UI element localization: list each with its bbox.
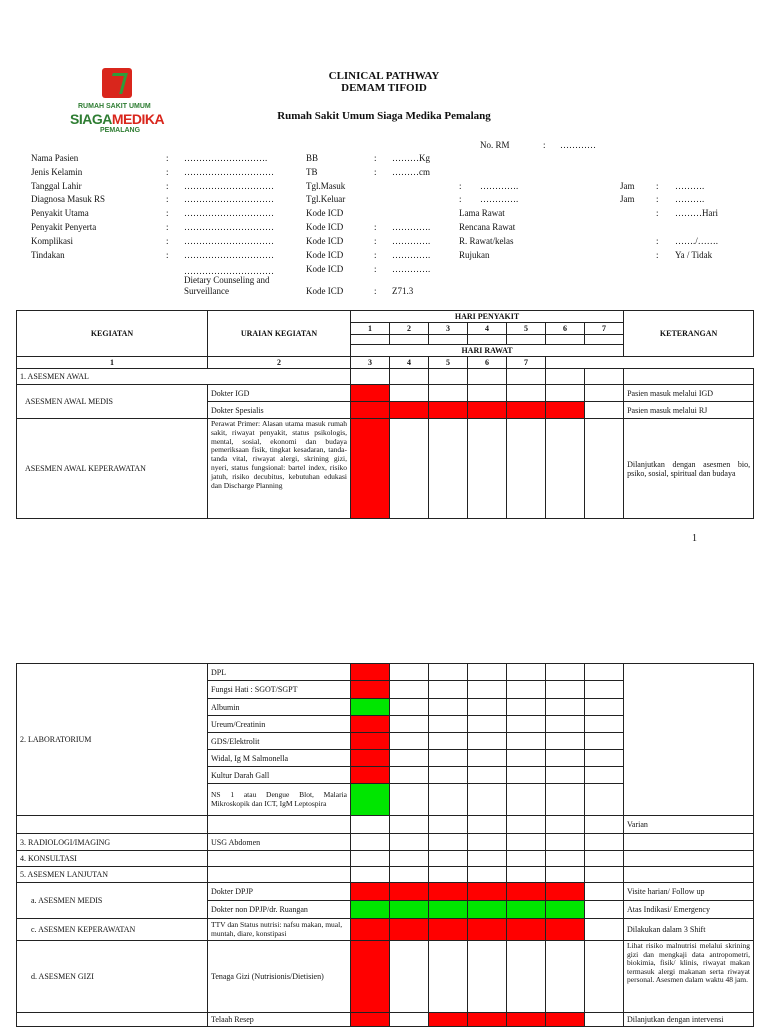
row-telaah-resep: Telaah Resep <box>208 1013 351 1027</box>
patient-far-value: ……./……. <box>675 236 719 246</box>
patient-right-label: Rencana Rawat <box>459 222 516 232</box>
header-uraian: URAIAN KEGIATAN <box>208 311 351 357</box>
row-usg: USG Abdomen <box>208 834 351 851</box>
patient-mid-sep: : <box>374 250 377 260</box>
patient-left-label: Diagnosa Masuk RS <box>31 194 105 204</box>
patient-far-value: ………. <box>675 194 705 204</box>
patient-mid-label: Kode ICD <box>306 250 344 260</box>
ket-dokter-non-dpjp: Atas Indikasi/ Emergency <box>624 901 754 919</box>
day-cell <box>351 750 390 767</box>
patient-far-sep: : <box>656 208 659 218</box>
patient-mid-sep: : <box>374 222 377 232</box>
patient-mid-label: TB <box>306 167 318 177</box>
patient-right-value: …………. <box>480 194 519 204</box>
logo-brand: SIAGAMEDIKA <box>70 111 165 127</box>
day-cell <box>351 1013 390 1027</box>
patient-far-sep: : <box>656 181 659 191</box>
header-keterangan: KETERANGAN <box>624 311 754 357</box>
patient-left-sep: : <box>166 194 169 204</box>
row-dokter-spesialis: Dokter Spesialis <box>208 402 351 419</box>
ket-telaah: Dilanjutkan dengan intervensi <box>624 1013 754 1027</box>
day-cell <box>546 901 585 919</box>
header-hari-penyakit: HARI PENYAKIT <box>351 311 624 323</box>
day-cell <box>546 919 585 941</box>
patient-left-value: ………………………… <box>184 167 274 177</box>
table-row <box>17 851 754 867</box>
title-line2: DEMAM TIFOID <box>341 82 427 94</box>
patient-far-sep: : <box>656 250 659 260</box>
patient-mid-sep: : <box>374 236 377 246</box>
header-hari-rawat: HARI RAWAT <box>351 345 624 357</box>
ket-dokter-igd: Pasien masuk melalui IGD <box>624 385 754 402</box>
patient-mid-value: …………. <box>392 222 431 232</box>
row-asesmen-lanjutan: 5. ASESMEN LANJUTAN <box>17 867 208 883</box>
patient-left-value: ………………………… <box>184 236 274 246</box>
patient-left-sep: : <box>166 250 169 260</box>
lab-item: NS 1 atau Dengue Blot, Malaria Mikroskopik dan ICT, IgM Leptospira <box>208 784 351 816</box>
patient-left-value: ………………………. <box>184 153 268 163</box>
patient-left-label: Komplikasi <box>31 236 73 246</box>
patient-left-sep: : <box>166 222 169 232</box>
row-radiologi: 3. RADIOLOGI/IMAGING <box>17 834 208 851</box>
patient-mid-sep: : <box>374 153 377 163</box>
patient-left-label: Jenis Kelamin <box>31 167 83 177</box>
day-number: 7 <box>585 323 624 335</box>
patient-left-value: ………………………… <box>184 181 274 191</box>
title-line1: CLINICAL PATHWAY <box>328 70 440 82</box>
day-number: 3 <box>351 357 390 369</box>
row-tenaga-gizi: Tenaga Gizi (Nutrisionis/Dietisien) <box>208 941 351 1013</box>
patient-mid-value: ………Kg <box>392 153 430 163</box>
patient-mid-value: Z71.3 <box>392 286 414 296</box>
clinical-pathway-table-page1 <box>16 310 754 519</box>
patient-mid-label: Tgl.Masuk <box>306 181 346 191</box>
day-number <box>351 335 390 345</box>
patient-left-sep: : <box>166 208 169 218</box>
day-cell <box>351 419 390 519</box>
patient-left-sep: : <box>166 167 169 177</box>
patient-left-value: ………………………… <box>184 250 274 260</box>
patient-left-sep: : <box>166 236 169 246</box>
patient-mid-label: Kode ICD <box>306 286 344 296</box>
row-laboratorium: 2. LABORATORIUM <box>17 664 208 816</box>
table-row <box>17 834 754 851</box>
day-number: 4 <box>390 357 429 369</box>
day-number: 1 <box>351 323 390 335</box>
clinical-pathway-table-page2 <box>16 663 754 1027</box>
patient-mid-value: ………cm <box>392 167 430 177</box>
day-number: 1 <box>17 357 208 369</box>
day-cell <box>351 681 390 699</box>
day-number: 7 <box>507 357 546 369</box>
table-row <box>17 816 754 834</box>
row-asesmen-gizi: d. ASESMEN GIZI <box>17 941 208 1013</box>
day-cell <box>351 385 390 402</box>
day-number <box>507 335 546 345</box>
patient-mid-value: …………. <box>392 250 431 260</box>
patient-left-sep: : <box>166 181 169 191</box>
row-ttv: TTV dan Status nutrisi: nafsu makan, mual, muntah, diare, konstipasi <box>208 919 351 941</box>
header-kegiatan: KEGIATAN <box>17 311 208 357</box>
day-cell <box>429 883 468 901</box>
day-number <box>546 335 585 345</box>
logo-emblem-icon <box>102 68 132 98</box>
lab-item: Fungsi Hati : SGOT/SGPT <box>208 681 351 699</box>
lab-item: DPL <box>208 664 351 681</box>
ket-perawat: Dilanjutkan dengan asesmen bio, psiko, sosial, spiritual dan budaya <box>624 419 754 519</box>
day-cell <box>546 883 585 901</box>
ket-dokter-dpjp: Visite harian/ Follow up <box>624 883 754 901</box>
patient-mid-label: BB <box>306 153 319 163</box>
row-dokter-non-dpjp: Dokter non DPJP/dr. Ruangan <box>208 901 351 919</box>
day-cell <box>351 664 390 681</box>
patient-mid-label: Kode ICD <box>306 208 344 218</box>
day-cell <box>351 901 390 919</box>
extra-tindakan-line2: Surveillance <box>184 286 229 296</box>
day-number: 5 <box>507 323 546 335</box>
lab-item: Kultur Darah Gall <box>208 767 351 784</box>
patient-far-sep: : <box>656 236 659 246</box>
patient-left-value: ………………………… <box>184 194 274 204</box>
logo-line3: PEMALANG <box>100 127 141 134</box>
day-cell <box>351 699 390 716</box>
day-cell <box>468 883 507 901</box>
day-cell <box>351 767 390 784</box>
patient-right-value: …………. <box>480 181 519 191</box>
patient-far-value: ………Hari <box>675 208 718 218</box>
patient-right-label: Rujukan <box>459 250 490 260</box>
lab-item: Widal, Ig M Salmonella <box>208 750 351 767</box>
patient-left-value: ………………………… <box>184 222 274 232</box>
day-cell <box>429 402 468 419</box>
patient-mid-label: Kode ICD <box>306 222 344 232</box>
day-cell <box>351 883 390 901</box>
extra-tindakan-dots: ………………………… <box>184 266 274 276</box>
patient-left-label: Penyakit Utama <box>31 208 89 218</box>
no-rm-sep: : <box>543 140 546 150</box>
patient-left-sep: : <box>166 153 169 163</box>
table-row <box>17 369 754 385</box>
hospital-logo <box>70 68 180 136</box>
page-number: 1 <box>692 533 697 544</box>
day-cell <box>468 901 507 919</box>
patient-far-value: ………. <box>675 181 705 191</box>
patient-mid-value: …………. <box>392 264 431 274</box>
day-cell <box>507 919 546 941</box>
day-cell <box>507 402 546 419</box>
patient-left-label: Penyakit Penyerta <box>31 222 97 232</box>
row-dokter-dpjp: Dokter DPJP <box>208 883 351 901</box>
day-cell <box>351 716 390 733</box>
day-number: 4 <box>468 323 507 335</box>
table-row <box>17 1013 754 1027</box>
day-cell <box>507 883 546 901</box>
day-cell <box>468 919 507 941</box>
day-cell <box>390 883 429 901</box>
day-cell <box>390 919 429 941</box>
day-number: 3 <box>429 323 468 335</box>
patient-mid-sep: : <box>374 286 377 296</box>
table-row <box>17 919 754 941</box>
day-number <box>429 335 468 345</box>
no-rm-value: ………… <box>560 140 596 150</box>
patient-right-label: Lama Rawat <box>459 208 505 218</box>
day-cell <box>429 1013 468 1027</box>
patient-mid-sep: : <box>374 167 377 177</box>
patient-mid-sep: : <box>374 264 377 274</box>
no-rm-label: No. RM <box>480 140 510 150</box>
patient-mid-label: Kode ICD <box>306 236 344 246</box>
day-number: 2 <box>208 357 351 369</box>
row-asesmen-awal: 1. ASESMEN AWAL <box>17 369 351 385</box>
day-cell <box>468 1013 507 1027</box>
day-cell <box>468 402 507 419</box>
patient-mid-label: Kode ICD <box>306 264 344 274</box>
ket-ttv: Dilakukan dalam 3 Shift <box>624 919 754 941</box>
table-row <box>17 664 754 681</box>
patient-left-value: ………………………… <box>184 208 274 218</box>
patient-far-label: Jam <box>620 181 635 191</box>
day-number: 6 <box>468 357 507 369</box>
day-cell <box>546 1013 585 1027</box>
lab-item: GDS/Elektrolit <box>208 733 351 750</box>
day-number <box>468 335 507 345</box>
day-cell <box>507 1013 546 1027</box>
table-row <box>17 419 754 519</box>
patient-left-label: Nama Pasien <box>31 153 79 163</box>
day-cell <box>546 402 585 419</box>
day-cell <box>351 733 390 750</box>
patient-right-label: R. Rawat/kelas <box>459 236 514 246</box>
patient-left-label: Tanggal Lahir <box>31 181 82 191</box>
day-number: 6 <box>546 323 585 335</box>
table-row <box>17 941 754 1013</box>
ket-varian: Varian <box>624 816 754 834</box>
logo-line1: RUMAH SAKIT UMUM <box>78 103 151 110</box>
day-cell <box>390 901 429 919</box>
day-cell <box>429 919 468 941</box>
patient-left-label: Tindakan <box>31 250 65 260</box>
hari-rawat-days <box>17 357 754 369</box>
patient-right-sep: : <box>459 181 462 191</box>
table-row <box>17 867 754 883</box>
patient-far-value: Ya / Tidak <box>675 250 713 260</box>
row-asesmen-medis: a. ASESMEN MEDIS <box>17 883 208 919</box>
extra-tindakan-line1: Dietary Counseling and <box>184 275 270 285</box>
table-row <box>17 883 754 901</box>
patient-mid-value: …………. <box>392 236 431 246</box>
day-cell <box>351 941 390 1013</box>
day-number: 2 <box>390 323 429 335</box>
patient-mid-label: Tgl.Keluar <box>306 194 346 204</box>
table-row <box>17 385 754 402</box>
row-dokter-igd: Dokter IGD <box>208 385 351 402</box>
day-cell <box>507 901 546 919</box>
lab-item: Ureum/Creatinin <box>208 716 351 733</box>
day-number <box>390 335 429 345</box>
day-cell <box>351 919 390 941</box>
patient-far-label: Jam <box>620 194 635 204</box>
lab-item: Albumin <box>208 699 351 716</box>
row-konsultasi: 4. KONSULTASI <box>17 851 208 867</box>
patient-far-sep: : <box>656 194 659 204</box>
day-number: 5 <box>429 357 468 369</box>
ket-gizi: Lihat risiko malnutrisi melalui skrining gizi dan mengkaji data antropometri, biokimia, fisik/ klinis, riwayat makan termasuk alergi makanan serta riwayat personal. Asesmen dalam waktu 48 jam. <box>624 941 754 1013</box>
day-number <box>585 335 624 345</box>
row-asesmen-kep: c. ASESMEN KEPERAWATAN <box>17 919 208 941</box>
day-cell <box>429 901 468 919</box>
day-cell <box>390 402 429 419</box>
day-cell <box>351 402 390 419</box>
ket-dokter-spesialis: Pasien masuk melalui RJ <box>624 402 754 419</box>
patient-right-sep: : <box>459 194 462 204</box>
row-asesmen-awal-kep: ASESMEN AWAL KEPERAWATAN <box>17 419 208 519</box>
hospital-name: Rumah Sakit Umum Siaga Medika Pemalang <box>277 110 491 122</box>
row-asesmen-awal-medis: ASESMEN AWAL MEDIS <box>17 385 208 419</box>
day-cell <box>351 784 390 816</box>
perawat-primer-text: Perawat Primer: Alasan utama masuk rumah sakit, riwayat penyakit, status psikologis, mental, sosial, ekonomi dan budaya pemeriksaan fisik, tingkat kesadaran, tanda-tanda vital, riwayat alergi, skrining gizi, nyeri, status fungsional: bartel index, risiko jatuh, risiko decubitus, kebutuhan edukasi dan Discharge Planning <box>208 419 351 519</box>
